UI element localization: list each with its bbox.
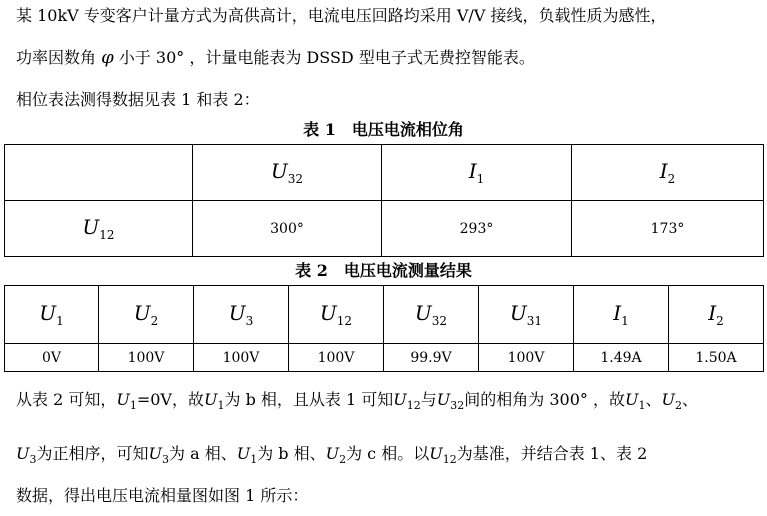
conclusion-line-1 — [16, 388, 698, 418]
table1-header-cell: $U_{32}$ — [193, 145, 382, 201]
intro-line-2 — [16, 48, 535, 68]
variable-u2: $U_2$ — [325, 444, 347, 467]
intro-line-2-text-b: 小于 30° ，计量电能表为 DSSD 型电子式无费控智能表。 — [118, 48, 535, 67]
table1-header-cell: $I_1$ — [382, 145, 572, 201]
table1-caption: 表 1 电压电流相位角 — [303, 120, 464, 139]
table2-value-cell: 0V — [5, 344, 99, 372]
variable-u2: $U_2$ — [661, 390, 682, 413]
variable-u1: $U_1$ — [624, 390, 646, 413]
table2-value-cell: 1.49A — [574, 344, 669, 372]
variable-u1: $U_1$ — [116, 390, 137, 413]
variable-u12: $U_{12}$ — [429, 444, 457, 467]
conclusion-text: 为基准，并结合表 1、表 2 — [456, 444, 648, 463]
table1-row-header-cell: $U_{12}$ — [5, 201, 193, 257]
table1-header-row — [5, 145, 764, 201]
table1-data-row — [5, 201, 764, 257]
table2-header-row — [5, 286, 764, 344]
conclusion-text: 、 — [681, 390, 698, 409]
conclusion-text: 为 a 相、 — [168, 444, 237, 463]
table2-value-cell: 99.9V — [384, 344, 479, 372]
table2-header-cell: $U_1$ — [5, 286, 99, 344]
table1-header-cell: $I_2$ — [572, 145, 764, 201]
table1-value-cell: 300° — [193, 201, 382, 257]
conclusion-text: 、 — [645, 390, 662, 409]
variable-u32: $U_{32}$ — [436, 390, 465, 413]
table2 — [4, 285, 764, 372]
intro-line-2-text-a: 功率因数角 — [16, 48, 97, 67]
table2-header-cell: $U_{12}$ — [289, 286, 384, 344]
variable-u3: $U_3$ — [16, 444, 37, 467]
variable-u1: $U_1$ — [204, 390, 225, 413]
variable-u12: $U_{12}$ — [393, 390, 421, 413]
table2-caption: 表 2 电压电流测量结果 — [295, 261, 472, 280]
table2-header-cell: $U_3$ — [194, 286, 289, 344]
phi-symbol: φ — [101, 47, 114, 68]
variable-u1: $U_1$ — [236, 444, 258, 467]
table1-corner-cell — [5, 145, 193, 201]
conclusion-text: 间的相角为 300° ，故 — [464, 390, 625, 409]
table1-value-cell: 293° — [382, 201, 572, 257]
conclusion-text: 为 b 相，且从表 1 可知 — [224, 390, 394, 409]
table2-header-cell: $I_2$ — [669, 286, 764, 344]
table2-header-cell: $U_{31}$ — [479, 286, 574, 344]
table2-header-cell: $U_{32}$ — [384, 286, 479, 344]
conclusion-text: =0V，故 — [136, 390, 204, 409]
table2-value-cell: 1.50A — [669, 344, 764, 372]
conclusion-text: 为正相序，可知 — [36, 444, 149, 463]
table2-header-cell: $U_2$ — [99, 286, 194, 344]
intro-line-1: 某 10kV 专变客户计量方式为高供高计，电流电压回路均采用 V/V 接线，负载性质为感性， — [16, 6, 667, 25]
conclusion-line-3: 数据，得出电压电流相量图如图 1 所示： — [16, 486, 309, 505]
table1-value-cell: 173° — [572, 201, 764, 257]
conclusion-text: 为 c 相。以 — [346, 444, 430, 463]
table2-value-cell: 100V — [194, 344, 289, 372]
table2-value-cell: 100V — [289, 344, 384, 372]
table2-header-cell: $I_1$ — [574, 286, 669, 344]
table2-value-cell: 100V — [99, 344, 194, 372]
table1 — [4, 144, 764, 257]
conclusion-line-2 — [16, 442, 647, 472]
conclusion-text: 从表 2 可知， — [16, 390, 117, 409]
table2-value-row — [5, 344, 764, 372]
table2-value-cell: 100V — [479, 344, 574, 372]
conclusion-text: 为 b 相、 — [257, 444, 326, 463]
conclusion-text: 与 — [420, 390, 437, 409]
intro-line-3: 相位表法测得数据见表 1 和表 2： — [16, 90, 260, 109]
variable-u3: $U_3$ — [148, 444, 169, 467]
